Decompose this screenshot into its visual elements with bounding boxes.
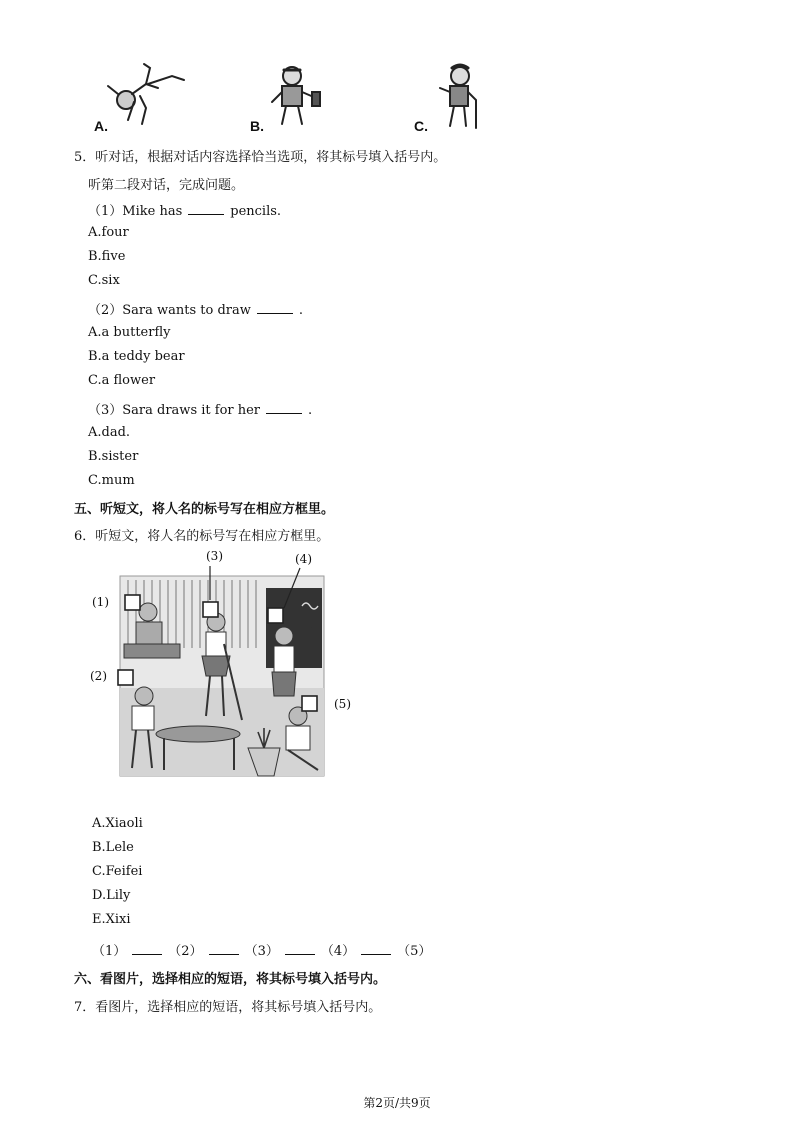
answer-blank-3[interactable] — [285, 944, 315, 955]
answer-box-4[interactable] — [268, 608, 283, 623]
answer-blank-4[interactable] — [361, 944, 391, 955]
q5-item1-option-b[interactable]: B.five — [88, 249, 126, 264]
answer-blank[interactable] — [188, 204, 224, 215]
q5-item1-option-c[interactable]: C.six — [88, 273, 120, 288]
picture-label-2: (2) — [90, 669, 107, 683]
answer-blank[interactable] — [257, 303, 293, 314]
robot-kid-figure — [268, 62, 328, 132]
name-option-a: A.Xiaoli — [92, 816, 143, 831]
answer-box-1[interactable] — [125, 595, 140, 610]
name-option-c: C.Feifei — [92, 864, 143, 879]
q5-item2-stem-after: . — [298, 303, 304, 318]
answer-label-4: （4） — [320, 944, 356, 959]
q5-item3-option-a[interactable]: A.dad. — [88, 425, 131, 440]
answer-blank-1[interactable] — [132, 944, 162, 955]
picture-label-4: (4) — [295, 552, 312, 566]
q5-item3-option-b[interactable]: B.sister — [88, 449, 139, 464]
name-option-d: D.Lily — [92, 888, 131, 903]
q6-title: 6．听短文，将人名的标号写在相应方框里。 — [74, 529, 330, 544]
q5-item2-option-b[interactable]: B.a teddy bear — [88, 349, 185, 364]
q5-item2-stem — [88, 299, 303, 318]
answer-label-2: （2） — [168, 944, 203, 959]
page-footer: 第2页/共9页 — [363, 1096, 431, 1110]
q5-subtitle: 听第二段对话，完成问题。 — [88, 178, 245, 193]
answer-blank[interactable] — [266, 403, 302, 414]
q5-item3-option-c[interactable]: C.mum — [88, 473, 135, 488]
answer-label-3: （3） — [244, 944, 279, 959]
option-a-label: A. — [94, 118, 108, 134]
q5-item1-stem-after: pencils. — [230, 204, 282, 219]
name-option-e: E.Xixi — [92, 912, 131, 927]
q5-item2-option-a[interactable]: A.a butterfly — [88, 325, 171, 340]
figure-option-b — [268, 62, 328, 132]
q5-item1-option-a[interactable]: A.four — [88, 225, 129, 240]
q5-item2-stem-before: （2）Sara wants to draw — [88, 303, 251, 318]
q6-answer-row — [92, 940, 431, 959]
picture-label-1: (1) — [92, 595, 109, 609]
figure-option-c — [432, 62, 492, 132]
q5-item2-option-c[interactable]: C.a flower — [88, 373, 156, 388]
picture-label-5: (5) — [334, 697, 351, 711]
q5-item3-stem-after: . — [308, 403, 313, 418]
answer-blank-2[interactable] — [209, 944, 239, 955]
picture-label-3: (3) — [206, 549, 223, 563]
kid-with-cane-figure — [432, 62, 492, 132]
classroom-picture — [88, 548, 368, 780]
section6-heading: 六、看图片，选择相应的短语，将其标号填入括号内。 — [74, 972, 387, 987]
answer-box-3[interactable] — [203, 602, 218, 617]
option-b-label: B. — [250, 118, 264, 134]
classroom-scene — [88, 548, 368, 780]
section5-heading: 五、听短文，将人名的标号写在相应方框里。 — [74, 502, 335, 517]
option-c-label: C. — [414, 118, 428, 134]
q7-title: 7．看图片，选择相应的短语，将其标号填入括号内。 — [74, 1000, 382, 1015]
q5-item1-stem-before: （1）Mike has — [88, 204, 183, 219]
answer-box-2[interactable] — [118, 670, 133, 685]
name-option-b: B.Lele — [92, 840, 134, 855]
q5-item3-stem-before: （3）Sara draws it for her — [88, 403, 261, 418]
answer-label-1: （1） — [92, 944, 127, 959]
q5-title: 5．听对话，根据对话内容选择恰当选项，将其标号填入括号内。 — [74, 150, 447, 165]
q5-item3-stem — [88, 399, 312, 418]
answer-label-5: （5） — [397, 944, 432, 959]
answer-box-5[interactable] — [302, 696, 317, 711]
q5-item1-stem — [88, 200, 281, 219]
